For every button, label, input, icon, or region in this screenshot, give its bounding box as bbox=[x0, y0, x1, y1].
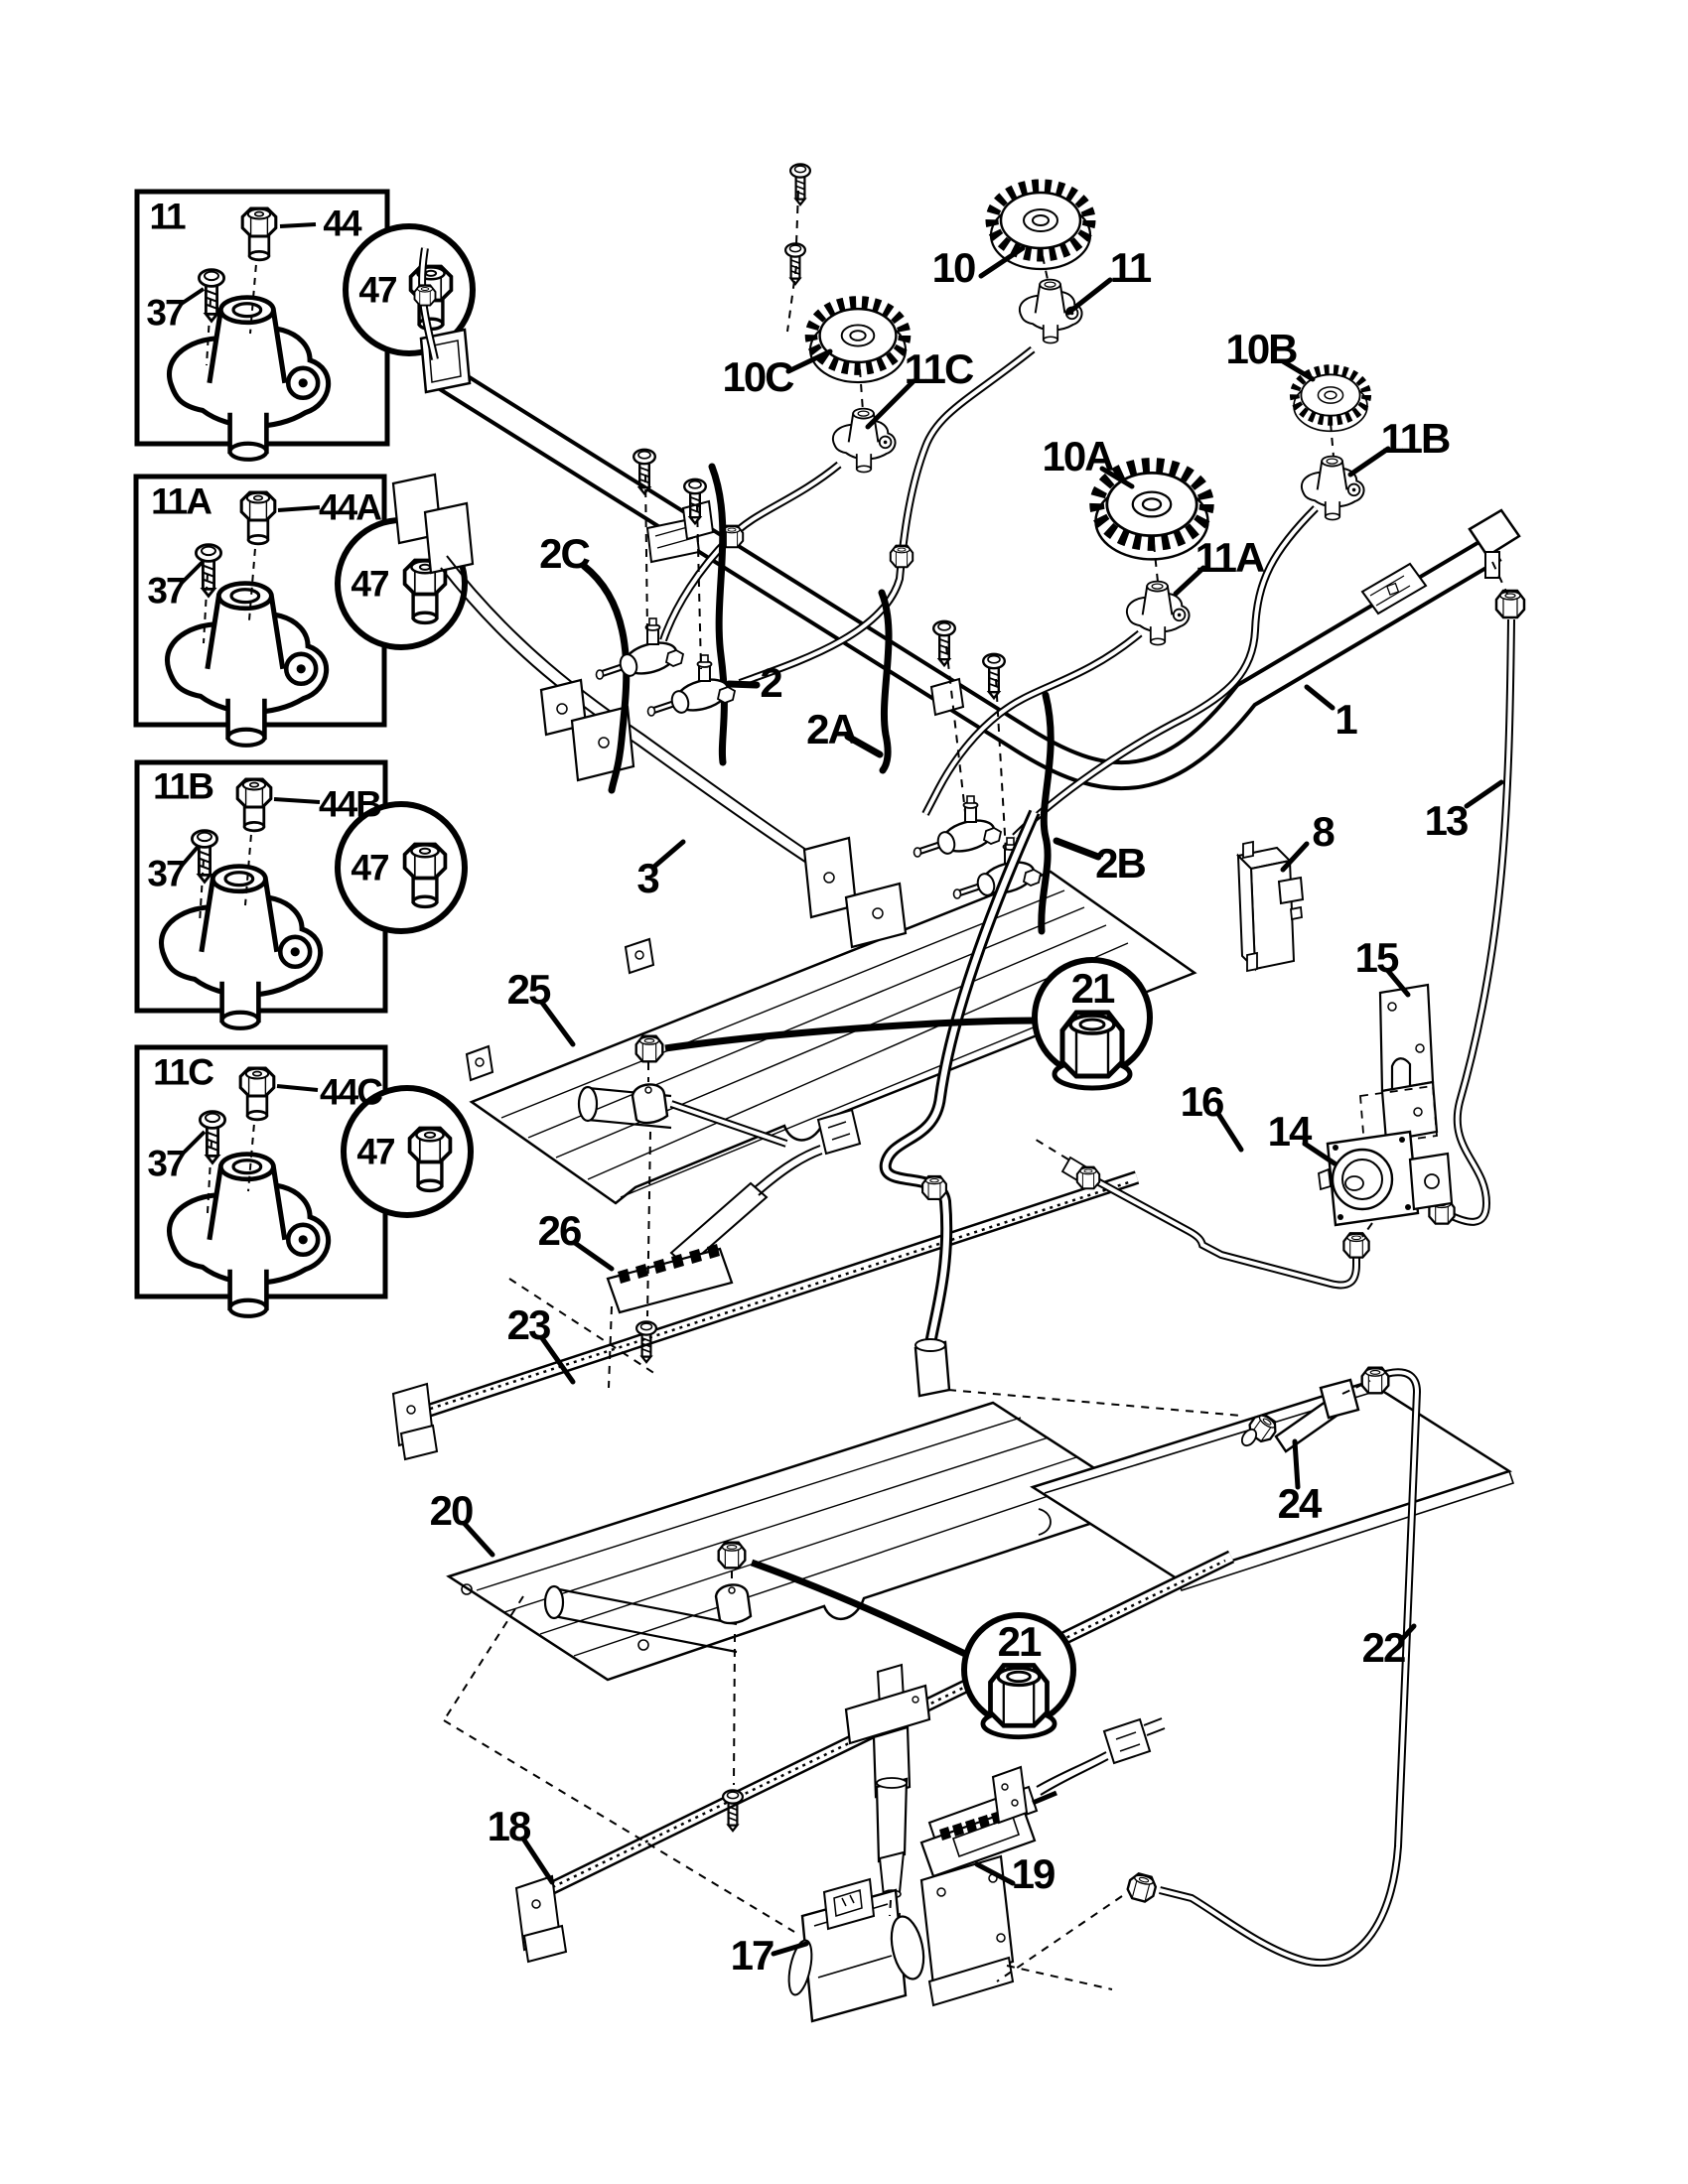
callout-44c: 44C bbox=[320, 1071, 381, 1113]
callout-10c: 10C bbox=[722, 353, 793, 400]
callout-2c: 2C bbox=[539, 530, 589, 577]
callout-8: 8 bbox=[1312, 808, 1334, 855]
callout-10b: 10B bbox=[1225, 326, 1297, 372]
inset-title-11b: 11B bbox=[153, 765, 212, 807]
callout-18: 18 bbox=[487, 1803, 530, 1849]
callout-2a: 2A bbox=[806, 706, 856, 752]
callout-11b: 11B bbox=[1380, 415, 1450, 462]
callout-3: 3 bbox=[636, 855, 658, 901]
callout-47: 47 bbox=[351, 847, 388, 888]
regulator-tube-13 bbox=[1429, 591, 1524, 1224]
inset-box-11 bbox=[137, 192, 473, 460]
inset-title-11: 11 bbox=[149, 196, 185, 237]
callout-24: 24 bbox=[1277, 1480, 1321, 1527]
callout-21: 21 bbox=[997, 1618, 1041, 1665]
callout-1: 1 bbox=[1335, 696, 1356, 743]
callout-25: 25 bbox=[506, 966, 550, 1013]
callout-2b: 2B bbox=[1095, 840, 1145, 887]
callout-47: 47 bbox=[358, 269, 396, 311]
callout-16: 16 bbox=[1180, 1078, 1223, 1125]
burner-rail-23 bbox=[393, 1177, 1137, 1459]
igniter-11c bbox=[833, 409, 896, 473]
inset-title-11c: 11C bbox=[153, 1051, 212, 1093]
callout-37: 37 bbox=[147, 853, 185, 894]
callout-44a: 44A bbox=[319, 486, 380, 528]
callout-23: 23 bbox=[506, 1301, 550, 1348]
callout-13: 13 bbox=[1424, 797, 1468, 844]
callout-2: 2 bbox=[760, 659, 781, 706]
callout-14: 14 bbox=[1267, 1108, 1311, 1155]
burner-head-10c bbox=[810, 302, 906, 382]
callout-37: 37 bbox=[146, 292, 184, 334]
callout-10: 10 bbox=[931, 244, 975, 291]
inset-title-11a: 11A bbox=[151, 480, 211, 522]
callout-44: 44 bbox=[323, 203, 360, 244]
burner-head-10b bbox=[1294, 369, 1367, 431]
callout-11a: 11A bbox=[1195, 534, 1264, 581]
callout-11c: 11C bbox=[904, 345, 973, 392]
callout-22: 22 bbox=[1361, 1624, 1405, 1671]
callout-15: 15 bbox=[1354, 934, 1398, 981]
callout-10a: 10A bbox=[1042, 433, 1113, 479]
mounting-bracket-15 bbox=[1360, 985, 1437, 1146]
surface-burner-heads bbox=[810, 186, 1367, 559]
callout-11: 11 bbox=[1109, 244, 1151, 291]
callout-21: 21 bbox=[1070, 965, 1114, 1012]
callout-47: 47 bbox=[351, 563, 388, 605]
callout-44b: 44B bbox=[319, 783, 380, 825]
callout-37: 37 bbox=[147, 1143, 185, 1184]
callout-47: 47 bbox=[356, 1131, 394, 1172]
callout-19: 19 bbox=[1011, 1850, 1055, 1897]
callout-26: 26 bbox=[537, 1207, 581, 1254]
callout-37: 37 bbox=[147, 570, 185, 612]
callout-17: 17 bbox=[730, 1932, 774, 1979]
callout-20: 20 bbox=[429, 1487, 473, 1534]
